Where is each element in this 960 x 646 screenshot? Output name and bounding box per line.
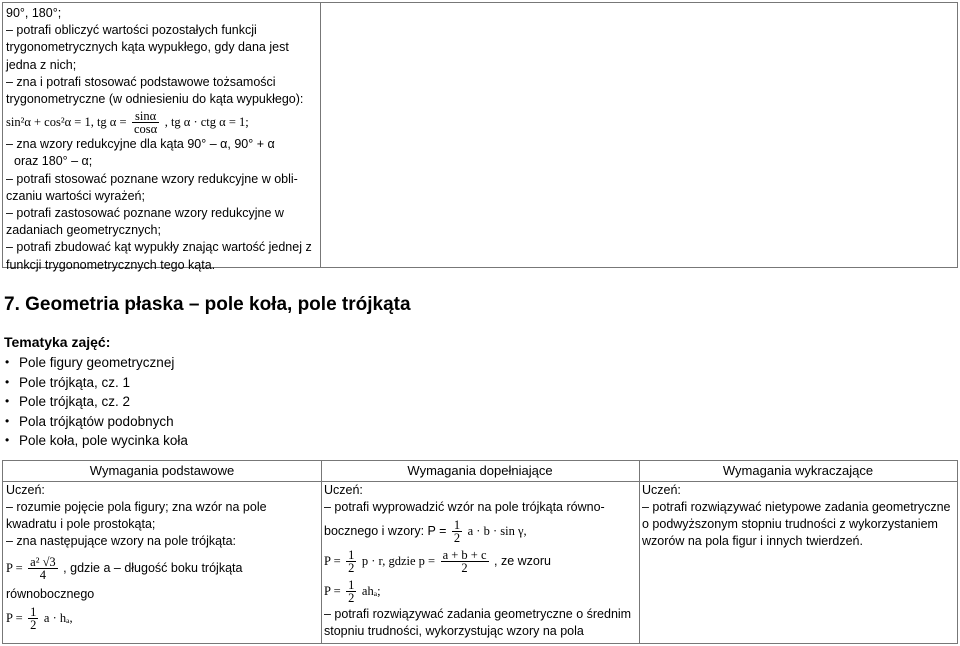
numerator: 1: [348, 548, 355, 563]
base-height-area-formula: [324, 576, 636, 606]
formula-text: a · b · sin γ,: [467, 524, 527, 538]
text-line: trygonometrycznych kąta wypukłego, gdy dana jest: [6, 40, 289, 55]
text-line: – potrafi zbudować kąt wypukły znając wartość jednej z: [6, 240, 312, 255]
section-title: 7. Geometria płaska – pole koła, pole trójkąta: [4, 294, 411, 315]
text-line: funkcji trygonometrycznych tego kąta.: [6, 257, 216, 272]
student-label: Uczeń:: [324, 483, 363, 497]
basic-requirements-cell: [3, 481, 321, 643]
topics-heading: Tematyka zajęć:: [4, 334, 111, 350]
text-line: zadaniach geometrycznych;: [6, 223, 161, 238]
list-item: • Pole figury geometrycznej: [4, 353, 188, 373]
text-line: wzorów na pola figur i innych twierdzeń.: [642, 534, 863, 548]
trig-identity-formula: [6, 108, 317, 136]
formula-text: , tg α · ctg α = 1;: [164, 115, 249, 130]
extended-requirements-cell: [321, 481, 639, 643]
numerator: 1: [453, 518, 461, 533]
denominator: 2: [348, 591, 355, 606]
denominator: 2: [30, 618, 37, 633]
text-line: 90°, 180°;: [6, 6, 62, 20]
equilateral-area-formula: [6, 550, 318, 586]
text-line: jedna z nich;: [6, 57, 77, 72]
formula-text: sin²α + cos²α = 1, tg α =: [6, 115, 127, 130]
text-line: – potrafi wyprowadzić wzór na pole trójkąta równo-: [324, 500, 605, 514]
text-line: – potrafi zastosować poznane wzory redukcyjne w: [6, 206, 284, 221]
fraction: [441, 549, 489, 574]
text-line: czaniu wartości wyrażeń;: [6, 188, 145, 203]
text-line: – rozumie pojęcie pola figury; zna wzór na pole: [6, 500, 267, 514]
text-line: – potrafi stosować poznane wzory redukcyjne w obli-: [6, 171, 298, 186]
student-label: Uczeń:: [6, 483, 45, 497]
text-line: – zna i potrafi stosować podstawowe tożsamości: [6, 74, 276, 89]
list-item: • Pola trójkątów podobnych: [4, 412, 188, 432]
formula-text: bocznego i wzory: P =: [324, 524, 447, 538]
list-item: • Pole koła, pole wycinka koła: [4, 431, 188, 451]
inradius-area-formula: [324, 546, 636, 576]
formula-text: P =: [6, 611, 23, 625]
advanced-requirements-cell: [639, 481, 959, 643]
fraction: [346, 579, 356, 604]
numerator: a + b + c: [442, 548, 487, 563]
text-line: – zna następujące wzory na pole trójkąta:: [6, 534, 236, 548]
formula-text: ahₐ;: [361, 584, 381, 598]
denominator: 2: [453, 531, 461, 546]
denominator: 2: [348, 561, 355, 576]
numerator: a² √3: [30, 555, 56, 570]
text-line: kwadratu i pole prostokąta;: [6, 517, 156, 531]
student-label: Uczeń:: [642, 483, 681, 497]
formula-text: , ze wzoru: [494, 554, 551, 568]
header-extended: Wymagania dopełniające: [407, 463, 553, 478]
text-line: – potrafi rozwiązywać zadania geometryczne o średnim: [324, 607, 632, 621]
text-line: – potrafi obliczyć wartości pozostałych funkcji: [6, 23, 257, 38]
text-line: – potrafi rozwiązywać nietypowe zadania geometryczne: [642, 500, 951, 514]
formula-text: a · hₐ,: [43, 611, 73, 625]
formula-text: P =: [324, 554, 341, 568]
requirements-table: [2, 460, 958, 644]
numerator: sinα: [135, 109, 157, 124]
list-item: • Pole trójkąta, cz. 1: [4, 373, 188, 393]
sine-area-formula: [324, 516, 636, 546]
top-table: [2, 2, 958, 272]
topics-list: [4, 353, 188, 451]
text-line: trygonometryczne (w odniesieniu do kąta wypukłego):: [6, 92, 304, 107]
text-line: stopniu trudności, wykorzystując wzory na pola: [324, 624, 584, 638]
denominator: 2: [441, 561, 489, 574]
header-advanced: Wymagania wykraczające: [722, 463, 874, 478]
numerator: 1: [348, 578, 355, 593]
fraction: [28, 556, 58, 581]
denominator: 4: [28, 568, 58, 581]
header-basic: Wymagania podstawowe: [89, 463, 235, 478]
numerator: 1: [30, 605, 37, 620]
formula-text: P =: [324, 584, 341, 598]
text-line: oraz 180° – α;: [14, 154, 93, 169]
text-line: równobocznego: [6, 587, 95, 601]
formula-text: p · r, gdzie p =: [361, 554, 436, 568]
text-line: o podwyższonym stopniu trudności z wykorzystaniem: [642, 517, 938, 531]
formula-text: P =: [6, 561, 23, 575]
fraction: [132, 110, 159, 135]
formula-text: , gdzie a – długość boku trójkąta: [63, 561, 243, 575]
text-line: – zna wzory redukcyjne dla kąta 90° – α, 90° + α: [6, 137, 275, 152]
fraction: [452, 519, 462, 544]
list-item: • Pole trójkąta, cz. 2: [4, 392, 188, 412]
trig-requirements-cell: [3, 3, 321, 272]
fraction: [346, 549, 356, 574]
fraction: [28, 606, 38, 631]
denominator: cosα: [134, 122, 158, 137]
height-area-formula: [6, 603, 318, 633]
